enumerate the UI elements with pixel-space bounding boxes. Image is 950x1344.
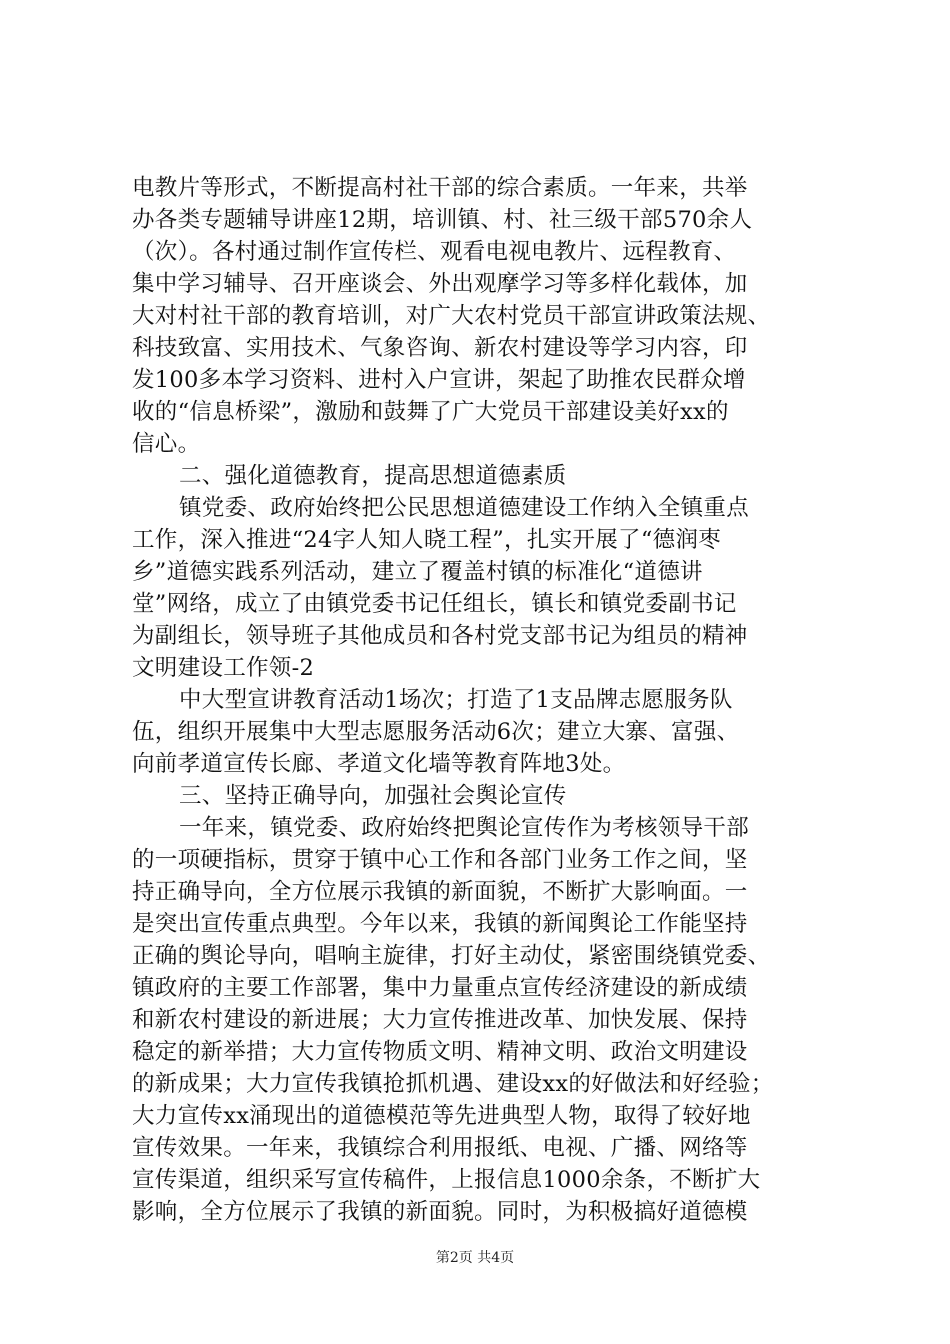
text-line: 稳定的新举措；大力宣传物质文明、精神文明、政治文明建设 xyxy=(132,1039,748,1065)
text-line: 文明建设工作领-2 xyxy=(132,655,315,681)
text-line: 镇党委、政府始终把公民思想道德建设工作纳入全镇重点 xyxy=(179,495,750,521)
text-line: 为副组长，领导班子其他成员和各村党支部书记为组员的精神 xyxy=(132,623,748,649)
text-line: 科技致富、实用技术、气象咨询、新农村建设等学习内容，印 xyxy=(132,335,748,361)
text-line: 一年来，镇党委、政府始终把舆论宣传作为考核领导干部 xyxy=(179,815,750,841)
text-line: 的一项硬指标，贯穿于镇中心工作和各部门业务工作之间，坚 xyxy=(132,847,748,873)
text-line: 中大型宣讲教育活动1场次；打造了1支品牌志愿服务队 xyxy=(179,687,733,713)
text-line: 的新成果；大力宣传我镇抢抓机遇、建设xx的好做法和好经验； xyxy=(132,1071,774,1097)
text-line: 乡”道德实践系列活动，建立了覆盖村镇的标准化“道德讲 xyxy=(132,559,703,585)
text-line: 集中学习辅导、召开座谈会、外出观摩学习等多样化载体，加 xyxy=(132,271,748,297)
text-line: 二、强化道德教育，提高思想道德素质 xyxy=(179,463,567,489)
text-line: 是突出宣传重点典型。今年以来，我镇的新闻舆论工作能坚持 xyxy=(132,911,748,937)
text-line: 大力宣传xx涌现出的道德模范等先进典型人物，取得了较好地 xyxy=(132,1103,751,1129)
text-line: 向前孝道宣传长廊、孝道文化墙等教育阵地3处。 xyxy=(132,751,626,777)
text-line: 正确的舆论导向，唱响主旋律，打好主动仗，紧密围绕镇党委、 xyxy=(132,943,771,969)
text-line: 收的“信息桥梁”，激励和鼓舞了广大党员干部建设美好xx的 xyxy=(132,399,729,425)
text-line: 和新农村建设的新进展；大力宣传推进改革、加快发展、保持 xyxy=(132,1007,748,1033)
document-body xyxy=(132,172,832,1228)
text-line: 宣传渠道，组织采写宣传稿件，上报信息1000余条，不断扩大 xyxy=(132,1167,761,1193)
text-line: 堂”网络，成立了由镇党委书记任组长，镇长和镇党委副书记 xyxy=(132,591,737,617)
text-line: 镇政府的主要工作部署，集中力量重点宣传经济建设的新成绩 xyxy=(132,975,748,1001)
text-line: 电教片等形式，不断提高村社干部的综合素质。一年来，共举 xyxy=(132,175,748,201)
text-line: （次）。各村通过制作宣传栏、观看电视电教片、远程教育、 xyxy=(132,239,737,265)
text-line: 影响，全方位展示了我镇的新面貌。同时，为积极搞好道德模 xyxy=(132,1199,748,1225)
page-footer: 第2页 共4页 xyxy=(435,1250,515,1266)
text-line: 办各类专题辅导讲座12期，培训镇、村、社三级干部570余人 xyxy=(132,207,753,233)
text-line: 工作，深入推进“24字人知人晓工程”，扎实开展了“德润枣 xyxy=(132,527,722,553)
text-line: 三、坚持正确导向，加强社会舆论宣传 xyxy=(179,783,567,809)
text-line: 持正确导向，全方位展示我镇的新面貌，不断扩大影响面。一 xyxy=(132,879,748,905)
text-line: 大对村社干部的教育培训，对广大农村党员干部宣讲政策法规、 xyxy=(132,303,771,329)
text-line: 发100多本学习资料、进村入户宣讲，架起了助推农民群众增 xyxy=(132,367,746,393)
text-line: 伍，组织开展集中大型志愿服务活动6次；建立大寨、富强、 xyxy=(132,719,740,745)
text-line: 宣传效果。一年来，我镇综合利用报纸、电视、广播、网络等 xyxy=(132,1135,748,1161)
text-line: 信心。 xyxy=(132,431,201,457)
